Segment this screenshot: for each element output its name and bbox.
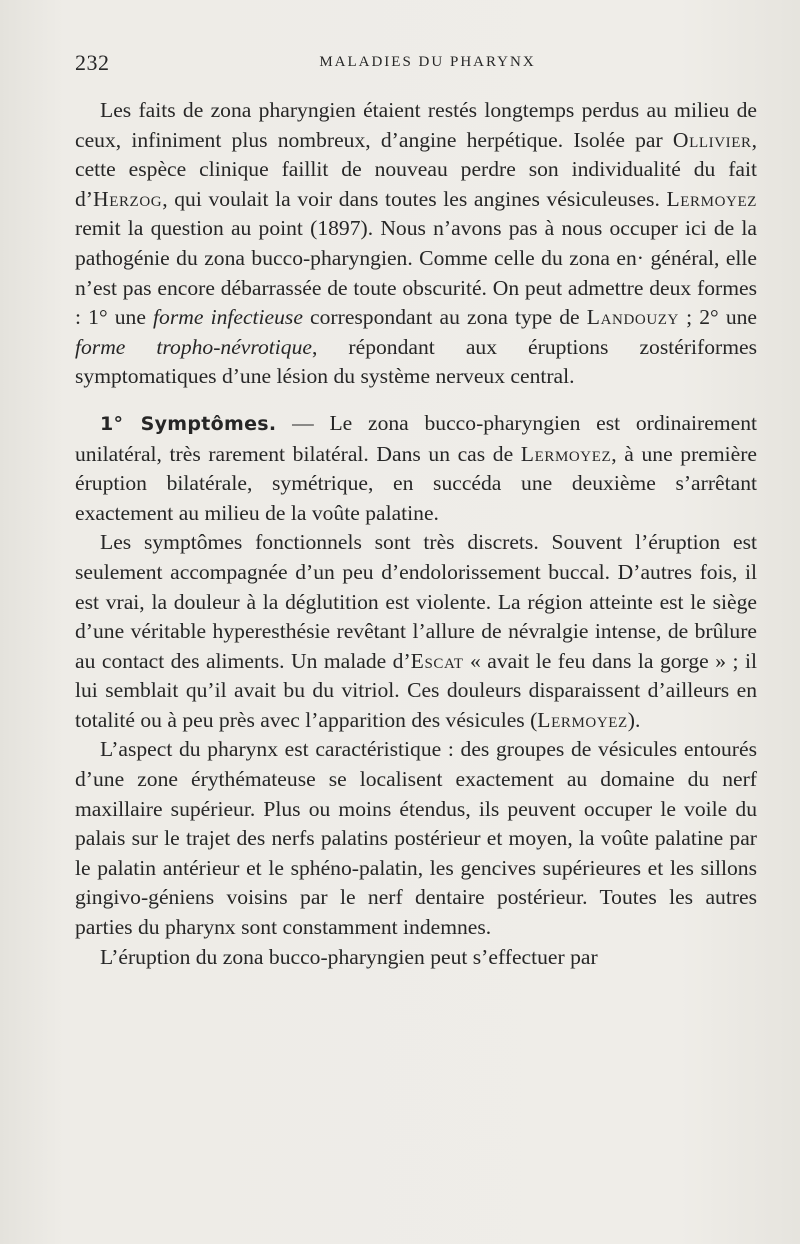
author-name: Herzog [93, 186, 163, 211]
text-run: Les symptômes fonctionnels sont très discrets. Souvent l’éruption est seulement accompagnée d’un peu d’endolorissement buccal. D’autres fois, il est vrai, la douleur à la déglutition est violente. La région atteinte est le siège d’une véritable hyperesthésie revêtant l’allure de névralgie intense, de brûlure au contact des aliments. Un malade d’ [75, 530, 757, 673]
paragraph-pharynx-aspect [75, 735, 757, 942]
text-run: « avait le feu dans la gorge » ; il lui semblait qu’il avait bu du vitriol. Ces douleurs disparaissent d’ailleurs en totalité ou à peu près avec l’apparition des vésicules ( [75, 648, 757, 732]
text-run: Les faits de zona pharyngien étaient restés longtemps perdus au milieu de ceux, infiniment plus nombreux, d’angine herpétique. Isolée par [75, 98, 757, 152]
running-head: MALADIES DU PHARYNX [319, 54, 536, 70]
text-run: , répondant aux éruptions zostériformes symptomatiques d’une lésion du système nerveux central. [75, 334, 757, 389]
page-header [75, 50, 760, 80]
author-name: Escat [410, 648, 464, 673]
paragraph-eruption [75, 943, 757, 973]
text-run: L’éruption du zona bucco-pharyngien peut s’effectuer par [100, 944, 598, 969]
text-run: — Le zona bucco-pharyngien est ordinairement unilatéral, très rarement bilatéral. Dans un cas de [75, 410, 757, 466]
text-run: L’aspect du pharynx est caractéristique : des groupes de vésicules entourés d’une zone érythémateuse se localisent exactement au domaine du nerf maxillaire supérieur. Plus ou moins étendus, ils peuvent occuper le voile du palais sur le trajet des nerfs palatins postérieur et moyen, la voûte palatine par le palatin antérieur et le sphéno-palatin, les gencives supérieures et les sillons gingivo-géniens voisins par le nerf dentaire postérieur. Toutes les autres parties du pharynx sont constamment indemnes. [75, 737, 757, 940]
author-name: Lermoyez [520, 441, 612, 466]
text-run: , qui voulait la voir dans toutes les angines vésiculeuses. [162, 186, 667, 211]
author-name: Landouzy [586, 305, 679, 330]
text-run: ; 2° une [678, 305, 757, 330]
author-name: Lermoyez [537, 707, 628, 732]
text-run: , cette espèce clinique faillit de nouveau perdre son individualité du fait d’ [75, 127, 757, 211]
page-number: 232 [75, 50, 110, 75]
text-run: remit la question au point (1897). Nous n’avons pas à nous occuper ici de la pathogénie du zona bucco-pharyngien. Comme celle du zona en· général, elle n’est pas encore débarrassée de toute obscurité. On peut admettre deux formes : 1° une [75, 216, 757, 330]
emphasis: forme infectieuse [153, 305, 303, 330]
paragraph-intro [75, 96, 757, 392]
section-heading: 1° Symptômes. [100, 412, 277, 435]
text-run: correspondant au zona type de [302, 305, 587, 330]
author-name: Lermoyez [666, 186, 757, 211]
paragraph-symptomes [75, 409, 757, 528]
paragraph-functional-symptoms [75, 528, 757, 735]
emphasis: forme tropho-névrotique [75, 334, 312, 359]
text-run: ). [627, 707, 641, 732]
text-run: , à une première éruption bilatérale, symétrique, en succéda une deuxième s’arrêtant exactement au milieu de la voûte palatine. [75, 441, 757, 525]
body-text [75, 96, 757, 972]
author-name: Ollivier [672, 127, 752, 152]
